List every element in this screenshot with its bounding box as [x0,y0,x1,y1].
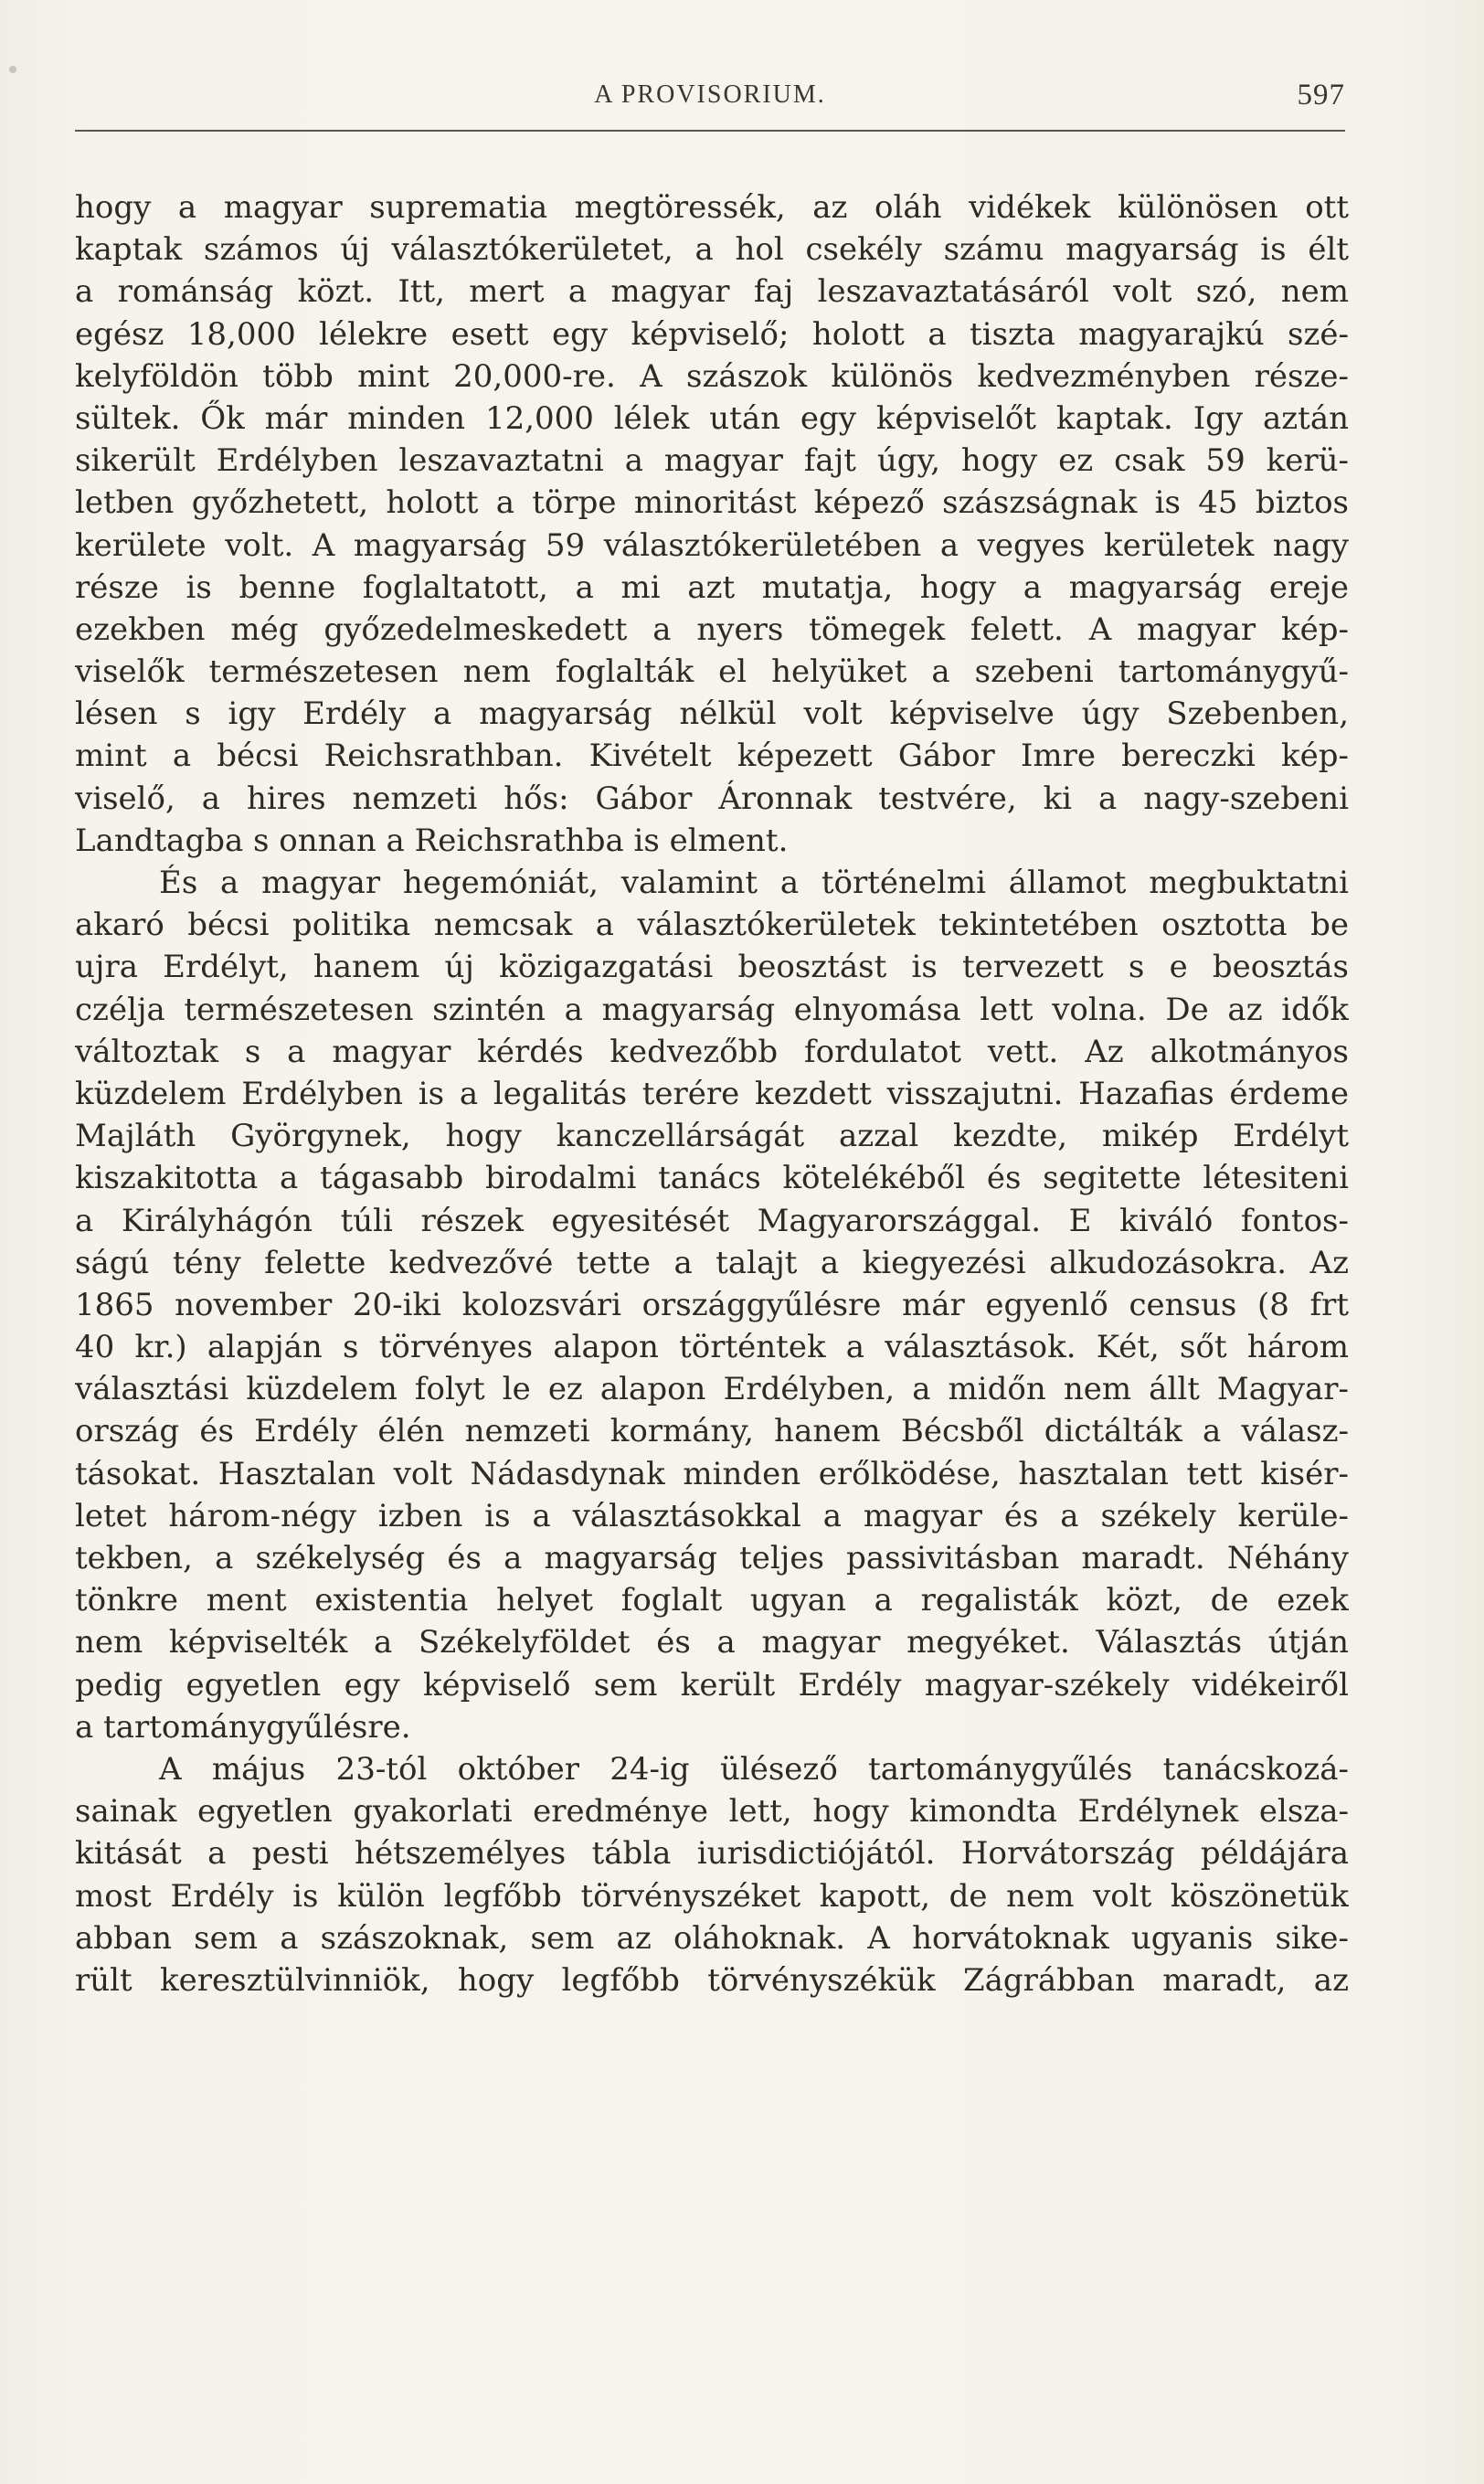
running-head-title: A PROVISORIUM. [594,80,826,109]
text-line: viselők természetesen nem foglalták el helyüket a szebeni tartománygyű- [75,653,1349,691]
text-line: 40 kr.) alapján s törvényes alapon történtek a választások. Két, sőt három [75,1329,1349,1366]
text-line: tásokat. Hasztalan volt Nádasdynak minden erőlködése, hasztalan tett kisér- [75,1455,1349,1492]
text-line: változtak s a magyar kérdés kedvezőbb fordulatot vett. Az alkotmányos [75,1033,1349,1070]
text-line: 1865 november 20-iki kolozsvári országgyűlésre már egyenlő census (8 frt [75,1286,1349,1323]
text-line: része is benne foglaltatott, a mi azt mutatja, hogy a magyarság ereje [75,568,1349,606]
text-line: tekben, a székelység és a magyarság teljes passivitásban maradt. Néhány [75,1540,1349,1576]
text-line: lésen s igy Erdély a magyarság nélkül volt képviselve úgy Szebenben, [75,695,1349,733]
header-rule [75,130,1345,132]
text-line: A május 23-tól október 24-ig ülésező tartománygyűlés tanácskozá- [159,1750,1349,1788]
text-line: egész 18,000 lélekre esett egy képviselő; holott a tiszta magyarajkú szé- [75,315,1349,353]
text-line: kiszakitotta a tágasabb birodalmi tanács kötelékéből és segitette létesiteni [75,1160,1349,1197]
body-text [75,186,1349,2001]
text-line: választási küzdelem folyt le ez alapon Erdélyben, a midőn nem állt Magyar- [75,1371,1349,1408]
text-line: a Királyhágón túli részek egyesitését Magyarországgal. E kiváló fontos- [75,1202,1349,1239]
text-line: pedig egyetlen egy képviselő sem került Erdély magyar-székely vidékeiről [75,1666,1349,1704]
text-line: ország és Erdély élén nemzeti kormány, hanem Bécsből dictálták a válasz- [75,1413,1349,1450]
text-line: rült keresztülvinniök, hogy legfőbb törvényszékük Zágrábban maradt, az [75,1961,1349,1999]
text-line: sainak egyetlen gyakorlati eredménye lett, hogy kimondta Erdélynek elsza- [75,1793,1349,1831]
text-line: ságú tény felette kedvezővé tette a talajt a kiegyezési alkudozásokra. Az [75,1244,1349,1281]
text-line: Majláth Györgynek, hogy kanczellárságát azzal kezdte, mikép Erdélyt [75,1118,1349,1155]
text-line: akaró bécsi politika nemcsak a választókerületek tekintetében osztotta be [75,907,1349,944]
text-line: Landtagba s onnan a Reichsrathba is elment. [75,822,789,859]
text-line: nem képviselték a Székelyföldet és a magyar megyéket. Választás útján [75,1624,1349,1661]
text-line: kelyföldön több mint 20,000-re. A szászok különös kedvezményben része- [75,357,1349,395]
text-line: a románság közt. Itt, mert a magyar faj leszavaztatásáról volt szó, nem [75,273,1349,311]
page-number: 597 [1297,79,1345,111]
text-line: mint a bécsi Reichsrathban. Kivételt képezett Gábor Imre bereczki kép- [75,738,1349,775]
text-line: letet három-négy izben is a választásokkal a magyar és a székely kerüle- [75,1497,1349,1534]
text-line: sikerült Erdélyben leszavaztatni a magyar fajt úgy, hogy ez csak 59 kerü- [75,442,1349,480]
text-line: a tartománygyűlésre. [75,1708,411,1746]
text-line: És a magyar hegemóniát, valamint a történelmi államot megbuktatni [159,865,1349,901]
text-line: kaptak számos új választókerületet, a hol csekély számu magyarság is élt [75,231,1349,269]
text-line: abban sem a szászoknak, sem az oláhoknak. A horvátoknak ugyanis sike- [75,1919,1349,1957]
text-line: viselő, a hires nemzeti hős: Gábor Áronnak testvére, ki a nagy-szebeni [75,780,1349,817]
text-line: letben győzhetett, holott a törpe minoritást képező szászságnak is 45 biztos [75,484,1349,522]
text-line: kitását a pesti hétszemélyes tábla iurisdictiójától. Horvátország példájára [75,1835,1349,1873]
text-line: ezekben még győzedelmeskedett a nyers tömegek felett. A magyar kép- [75,610,1349,648]
page-speck [9,66,16,73]
text-line: czélja természetesen szintén a magyarság elnyomása lett volna. De az idők [75,991,1349,1028]
text-line: kerülete volt. A magyarság 59 választókerületében a vegyes kerületek nagy [75,526,1349,564]
text-line: hogy a magyar suprematia megtöressék, az oláh vidékek különösen ott [75,189,1349,226]
text-line: tönkre ment existentia helyet foglalt ugyan a regalisták közt, de ezek [75,1582,1349,1619]
text-line: küzdelem Erdélyben is a legalitás terére kezdett visszajutni. Hazafias érdeme [75,1075,1349,1112]
text-line: most Erdély is külön legfőbb törvényszéket kapott, de nem volt köszönetük [75,1877,1349,1915]
text-line: ujra Erdélyt, hanem új közigazgatási beosztást is tervezett s e beosztás [75,949,1349,986]
text-line: sültek. Ők már minden 12,000 lélek után egy képviselőt kaptak. Igy aztán [75,399,1349,437]
running-head [75,77,1345,126]
